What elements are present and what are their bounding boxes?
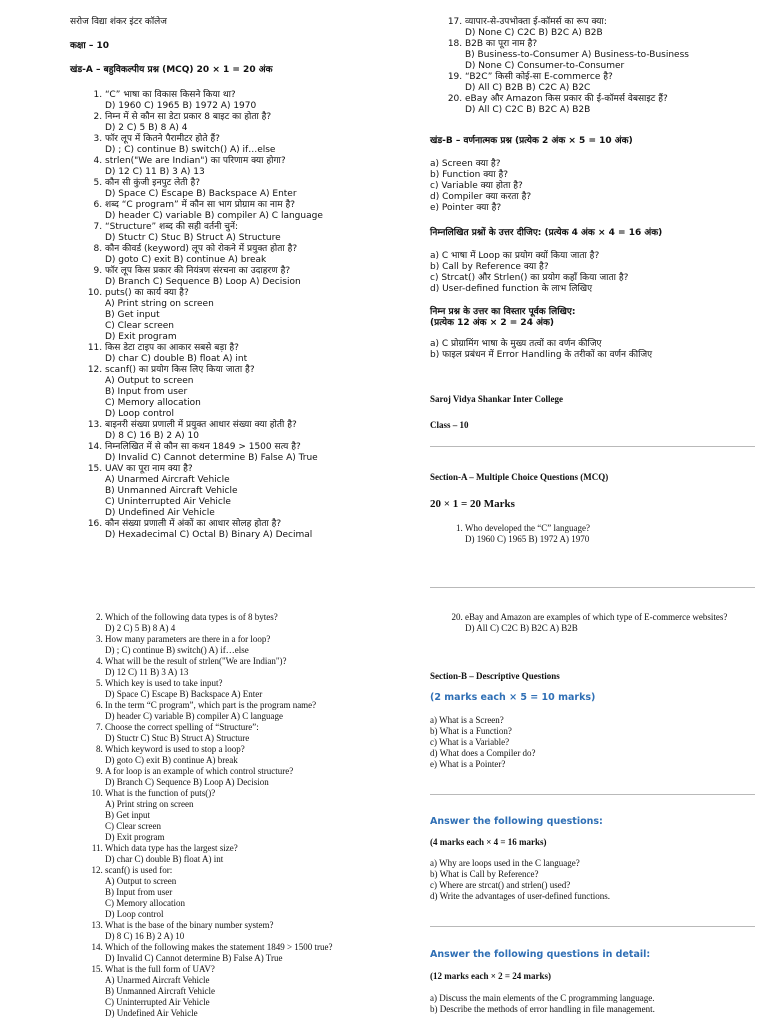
english-section-b-questions (430, 715, 760, 770)
question-item (105, 343, 400, 365)
question-text: Which of the following makes the statement 1849 > 1500 true? (105, 942, 333, 952)
question-option: D) 12 C) 11 B) 3 A) 13 (105, 167, 205, 177)
hindi-section-d-questions (430, 339, 760, 361)
question-text: “C” भाषा का विकास किसने किया था? (105, 90, 236, 100)
question-option: D) Loop control (105, 909, 164, 919)
question-text: किस डेटा टाइप का आकार सबसे बड़ा है? (105, 343, 239, 353)
english-section-d-marks: (12 marks each × 2 = 24 marks) (430, 971, 551, 981)
question-option: D) goto C) exit B) continue A) break (105, 755, 238, 765)
english-section-c-questions (430, 858, 760, 902)
english-header (430, 394, 760, 431)
question-item (105, 744, 410, 766)
question-option: D) goto C) exit B) continue A) break (105, 255, 267, 265)
hindi-section-b-questions (430, 159, 760, 214)
question-text: कौन सी कुंजी इनपुट लेती है? (105, 178, 201, 188)
question-item (105, 865, 410, 920)
hindi-section-d-marks: (प्रत्येक 12 अंक × 2 = 24 अंक) (430, 318, 554, 328)
question-text: फॉर लूप किस प्रकार की नियंत्रण संरचना का उदाहरण है? (105, 266, 291, 276)
english-mcq-list (70, 612, 410, 1019)
question-item (105, 178, 400, 200)
question-item (105, 420, 400, 442)
question-options: D) All C) C2C B) B2C A) B2B (465, 623, 578, 633)
question-item (105, 843, 410, 865)
question-option: D) Hexadecimal C) Octal B) Binary A) Decimal (105, 530, 313, 540)
question-option: D) Branch C) Sequence B) Loop A) Decision (105, 277, 301, 287)
question-text: निम्नलिखित में से कौन सा कथन 1849 > 1500 सत्य है? (105, 442, 301, 452)
question-option: D) Stuctr C) Stuc B) Struct A) Structure (105, 733, 250, 743)
english-class: Class – 10 (430, 420, 469, 430)
sub-question: b) What is Call by Reference? (430, 869, 539, 879)
sub-question: a) Discuss the main elements of the C programming language. (430, 993, 655, 1003)
hindi-mcq-list (70, 90, 400, 541)
question-item (105, 244, 400, 266)
question-item (105, 634, 410, 656)
question-option: D) char C) double B) float A) int (105, 854, 224, 864)
question-option: B) Get input (105, 310, 160, 320)
english-section-c (430, 816, 760, 902)
question-option: B) Input from user (105, 887, 173, 897)
hindi-school-name: सरोज विद्या शंकर इंटर कॉलेज (70, 17, 167, 27)
question-text: Which key is used to take input? (105, 678, 223, 688)
hindi-mcq-list-continued (430, 17, 760, 116)
question-text: How many parameters are there in a for loop? (105, 634, 271, 644)
question-text: strlen("We are Indian") का परिणाम क्या होगा? (105, 156, 286, 166)
english-mcq-q20 (430, 612, 760, 634)
hindi-section-a-title: खंड-A – बहुविकल्पीय प्रश्न (MCQ) 20 × 1 = 20 अंक (70, 65, 273, 75)
question-item (105, 788, 410, 843)
question-text: Which keyword is used to stop a loop? (105, 744, 245, 754)
sub-question: b) Describe the methods of error handling in file management. (430, 1004, 655, 1014)
sub-question: c) Where are strcat() and strlen() used? (430, 880, 571, 890)
question-text: scanf() का प्रयोग किस लिए किया जाता है? (105, 365, 255, 375)
question-item (465, 94, 760, 116)
question-option: D) All C) B2B B) C2C A) B2C (465, 83, 591, 93)
question-text: व्यापार-से-उपभोक्ता ई-कॉमर्स का रूप क्या: (465, 17, 607, 27)
sub-question: a) Screen क्या है? (430, 159, 501, 169)
question-option: D) Space C) Escape B) Backspace A) Enter (105, 689, 263, 699)
question-item (105, 722, 410, 744)
question-option: D) header C) variable B) compiler A) C language (105, 211, 323, 221)
question-option: A) Print string on screen (105, 299, 214, 309)
question-option: D) 8 C) 16 B) 2 A) 10 (105, 431, 199, 441)
question-item (105, 222, 400, 244)
question-item (105, 920, 410, 942)
question-option: C) Uninterrupted Air Vehicle (105, 997, 210, 1007)
question-text: “Structure” शब्द की सही वर्तनी चुनें: (105, 222, 239, 232)
question-item (105, 464, 400, 519)
english-school-name: Saroj Vidya Shankar Inter College (430, 394, 564, 404)
question-item (465, 17, 760, 39)
question-text: What is the base of the binary number system? (105, 920, 274, 930)
question-text: eBay and Amazon are examples of which type of E-commerce websites? (465, 612, 728, 622)
question-option: A) Output to screen (105, 876, 177, 886)
question-text: कौन संख्या प्रणाली में अंकों का आधार सोलह होता है? (105, 519, 282, 529)
question-option: D) Space C) Escape B) Backspace A) Enter (105, 189, 297, 199)
question-item (105, 700, 410, 722)
question-option: D) ; C) continue B) switch() A) if…else (105, 645, 249, 655)
question-option: B) Input from user (105, 387, 188, 397)
english-section-d-title: Answer the following questions in detail: (430, 949, 651, 960)
question-option: D) Loop control (105, 409, 174, 419)
english-section-b-marks: (2 marks each × 5 = 10 marks) (430, 692, 596, 703)
english-section-a-marks: 20 × 1 = 20 Marks (430, 498, 515, 510)
question-text: बाइनरी संख्या प्रणाली में प्रयुक्त आधार संख्या क्या होती है? (105, 420, 297, 430)
sub-question: c) Variable क्या होता है? (430, 181, 523, 191)
sub-question: d) User-defined function के लाभ लिखिए (430, 284, 593, 294)
divider (430, 926, 755, 927)
question-item (105, 942, 410, 964)
question-item (465, 39, 760, 72)
english-section-d (430, 949, 760, 1015)
question-text: शब्द “C program” में कौन सा भाग प्रोग्राम का नाम है? (105, 200, 296, 210)
question-text: Which of the following data types is of 8 bytes? (105, 612, 278, 622)
sub-question: a) C भाषा में Loop का प्रयोग क्यों किया जाता है? (430, 251, 600, 261)
question-text: UAV का पूरा नाम क्या है? (105, 464, 193, 474)
question-text: A for loop is an example of which control structure? (105, 766, 294, 776)
hindi-left-column (70, 17, 400, 541)
question-option: A) Unarmed Aircraft Vehicle (105, 475, 230, 485)
question-text: scanf() is used for: (105, 865, 173, 875)
question-text: puts() का कार्य क्या है? (105, 288, 189, 298)
question-text: फॉर लूप में कितने पैरामीटर होते हैं? (105, 134, 220, 144)
question-item (105, 766, 410, 788)
english-mcq-q1 (430, 523, 760, 545)
question-text: Who developed the “C” language? (465, 523, 590, 533)
question-text: Choose the correct spelling of “Structure”: (105, 722, 259, 732)
question-text: B2B का पूरा नाम है? (465, 39, 538, 49)
question-item (105, 612, 410, 634)
question-option: A) Print string on screen (105, 799, 194, 809)
question-option: D) All C) C2C B) B2C A) B2B (465, 105, 591, 115)
question-option: D) 2 C) 5 B) 8 A) 4 (105, 123, 188, 133)
question-option: D) 12 C) 11 B) 3 A) 13 (105, 667, 189, 677)
question-text: What will be the result of strlen("We are Indian")? (105, 656, 287, 666)
question-option: D) Stuctr C) Stuc B) Struct A) Structure (105, 233, 281, 243)
hindi-class: कक्षा – 10 (70, 41, 109, 51)
question-option: B) Get input (105, 810, 150, 820)
question-options: D) 1960 C) 1965 B) 1972 A) 1970 (465, 534, 590, 544)
question-text: In the term “C program”, which part is the program name? (105, 700, 317, 710)
question-item (105, 266, 400, 288)
question-item (105, 365, 400, 420)
sub-question: b) Call by Reference क्या है? (430, 262, 549, 272)
sub-question: a) What is a Screen? (430, 715, 504, 725)
sub-question: a) C प्रोग्रामिंग भाषा के मुख्य तत्वों का वर्णन कीजिए (430, 339, 602, 349)
question-option: D) None C) C2C B) B2C A) B2B (465, 28, 603, 38)
question-option: A) Output to screen (105, 376, 194, 386)
question-text: What is the full form of UAV? (105, 964, 215, 974)
hindi-section-b-title: खंड-B – वर्णनात्मक प्रश्न (प्रत्येक 2 अंक × 5 = 10 अंक) (430, 136, 633, 146)
sub-question: d) What does a Compiler do? (430, 748, 536, 758)
question-option: C) Memory allocation (105, 398, 201, 408)
divider (430, 794, 755, 795)
question-text: “B2C” किसी कोई-सा E-commerce है? (465, 72, 613, 82)
hindi-section-d-title: निम्न प्रश्न के उत्तर का विस्तार पूर्वक लिखिए: (430, 307, 576, 317)
english-section-d-questions (430, 993, 760, 1015)
question-text: निम्न में से कौन सा डेटा प्रकार 8 बाइट का होता है? (105, 112, 272, 122)
question-option: B) Business-to-Consumer A) Business-to-Business (465, 50, 689, 60)
question-item (105, 442, 400, 464)
question-item (105, 156, 400, 178)
question-option: D) Exit program (105, 832, 165, 842)
question-option: B) Unmanned Aircraft Vehicle (105, 986, 216, 996)
sub-question: e) Pointer क्या है? (430, 203, 502, 213)
sub-question: c) Strcat() और Strlen() का प्रयोग कहाँ किया जाता है? (430, 273, 629, 283)
question-item (105, 678, 410, 700)
hindi-section-c-questions (430, 251, 760, 295)
question-item (105, 200, 400, 222)
question-item (105, 656, 410, 678)
question-option: B) Unmanned Aircraft Vehicle (105, 486, 238, 496)
sub-question: c) What is a Variable? (430, 737, 510, 747)
question-item (465, 72, 760, 94)
english-section-b-title: Section-B – Descriptive Questions (430, 671, 560, 681)
hindi-section-c-title: निम्नलिखित प्रश्नों के उत्तर दीजिए: (प्रत्येक 4 अंक × 4 = 16 अंक) (430, 228, 663, 238)
question-item (105, 519, 400, 541)
question-option: A) Unarmed Aircraft Vehicle (105, 975, 210, 985)
question-option: D) Invalid C) Cannot determine B) False A) True (105, 453, 318, 463)
question-option: D) 2 C) 5 B) 8 A) 4 (105, 623, 176, 633)
divider (430, 587, 755, 588)
sub-question: a) Why are loops used in the C language? (430, 858, 580, 868)
question-option: D) 1960 C) 1965 B) 1972 A) 1970 (105, 101, 257, 111)
sub-question: e) What is a Pointer? (430, 759, 506, 769)
question-option: D) Undefined Air Vehicle (105, 1008, 198, 1018)
question-option: D) char C) double B) float A) int (105, 354, 248, 364)
english-section-c-marks: (4 marks each × 4 = 16 marks) (430, 837, 547, 847)
question-option: C) Clear screen (105, 321, 174, 331)
question-option: D) ; C) continue B) switch() A) if…else (105, 145, 276, 155)
english-right-column (430, 612, 760, 770)
sub-question: b) What is a Function? (430, 726, 512, 736)
question-option: D) Invalid C) Cannot determine B) False A) True (105, 953, 283, 963)
sub-question: b) Function क्या है? (430, 170, 509, 180)
question-option: C) Clear screen (105, 821, 161, 831)
question-text: Which data type has the largest size? (105, 843, 238, 853)
question-option: D) Branch C) Sequence B) Loop A) Decision (105, 777, 269, 787)
question-item (105, 112, 400, 134)
question-option: D) None C) Consumer-to-Consumer (465, 61, 625, 71)
question-option: C) Memory allocation (105, 898, 185, 908)
english-section-c-title: Answer the following questions: (430, 816, 603, 827)
hindi-right-column (430, 17, 760, 361)
sub-question: d) Write the advantages of user-defined functions. (430, 891, 610, 901)
question-option: D) header C) variable B) compiler A) C language (105, 711, 283, 721)
question-item (105, 134, 400, 156)
sub-question: d) Compiler क्या करता है? (430, 192, 532, 202)
question-text: eBay और Amazon किस प्रकार की ई-कॉमर्स वेबसाइट हैं? (465, 94, 668, 104)
question-option: D) Exit program (105, 332, 177, 342)
question-option: C) Uninterrupted Air Vehicle (105, 497, 231, 507)
english-left-column (70, 612, 410, 1019)
english-section-a-title: Section-A – Multiple Choice Questions (MCQ) (430, 472, 609, 482)
question-item (105, 90, 400, 112)
question-option: D) Undefined Air Vehicle (105, 508, 215, 518)
question-text: कौन कीवर्ड (keyword) लूप को रोकने में प्रयुक्त होता है? (105, 244, 298, 254)
question-item (105, 964, 410, 1019)
sub-question: b) फाइल प्रबंधन में Error Handling के तरीकों का वर्णन कीजिए (430, 350, 653, 360)
english-section-a-header (430, 472, 760, 545)
question-item (105, 288, 400, 343)
question-text: What is the function of puts()? (105, 788, 216, 798)
divider (430, 446, 755, 447)
question-option: D) 8 C) 16 B) 2 A) 10 (105, 931, 185, 941)
